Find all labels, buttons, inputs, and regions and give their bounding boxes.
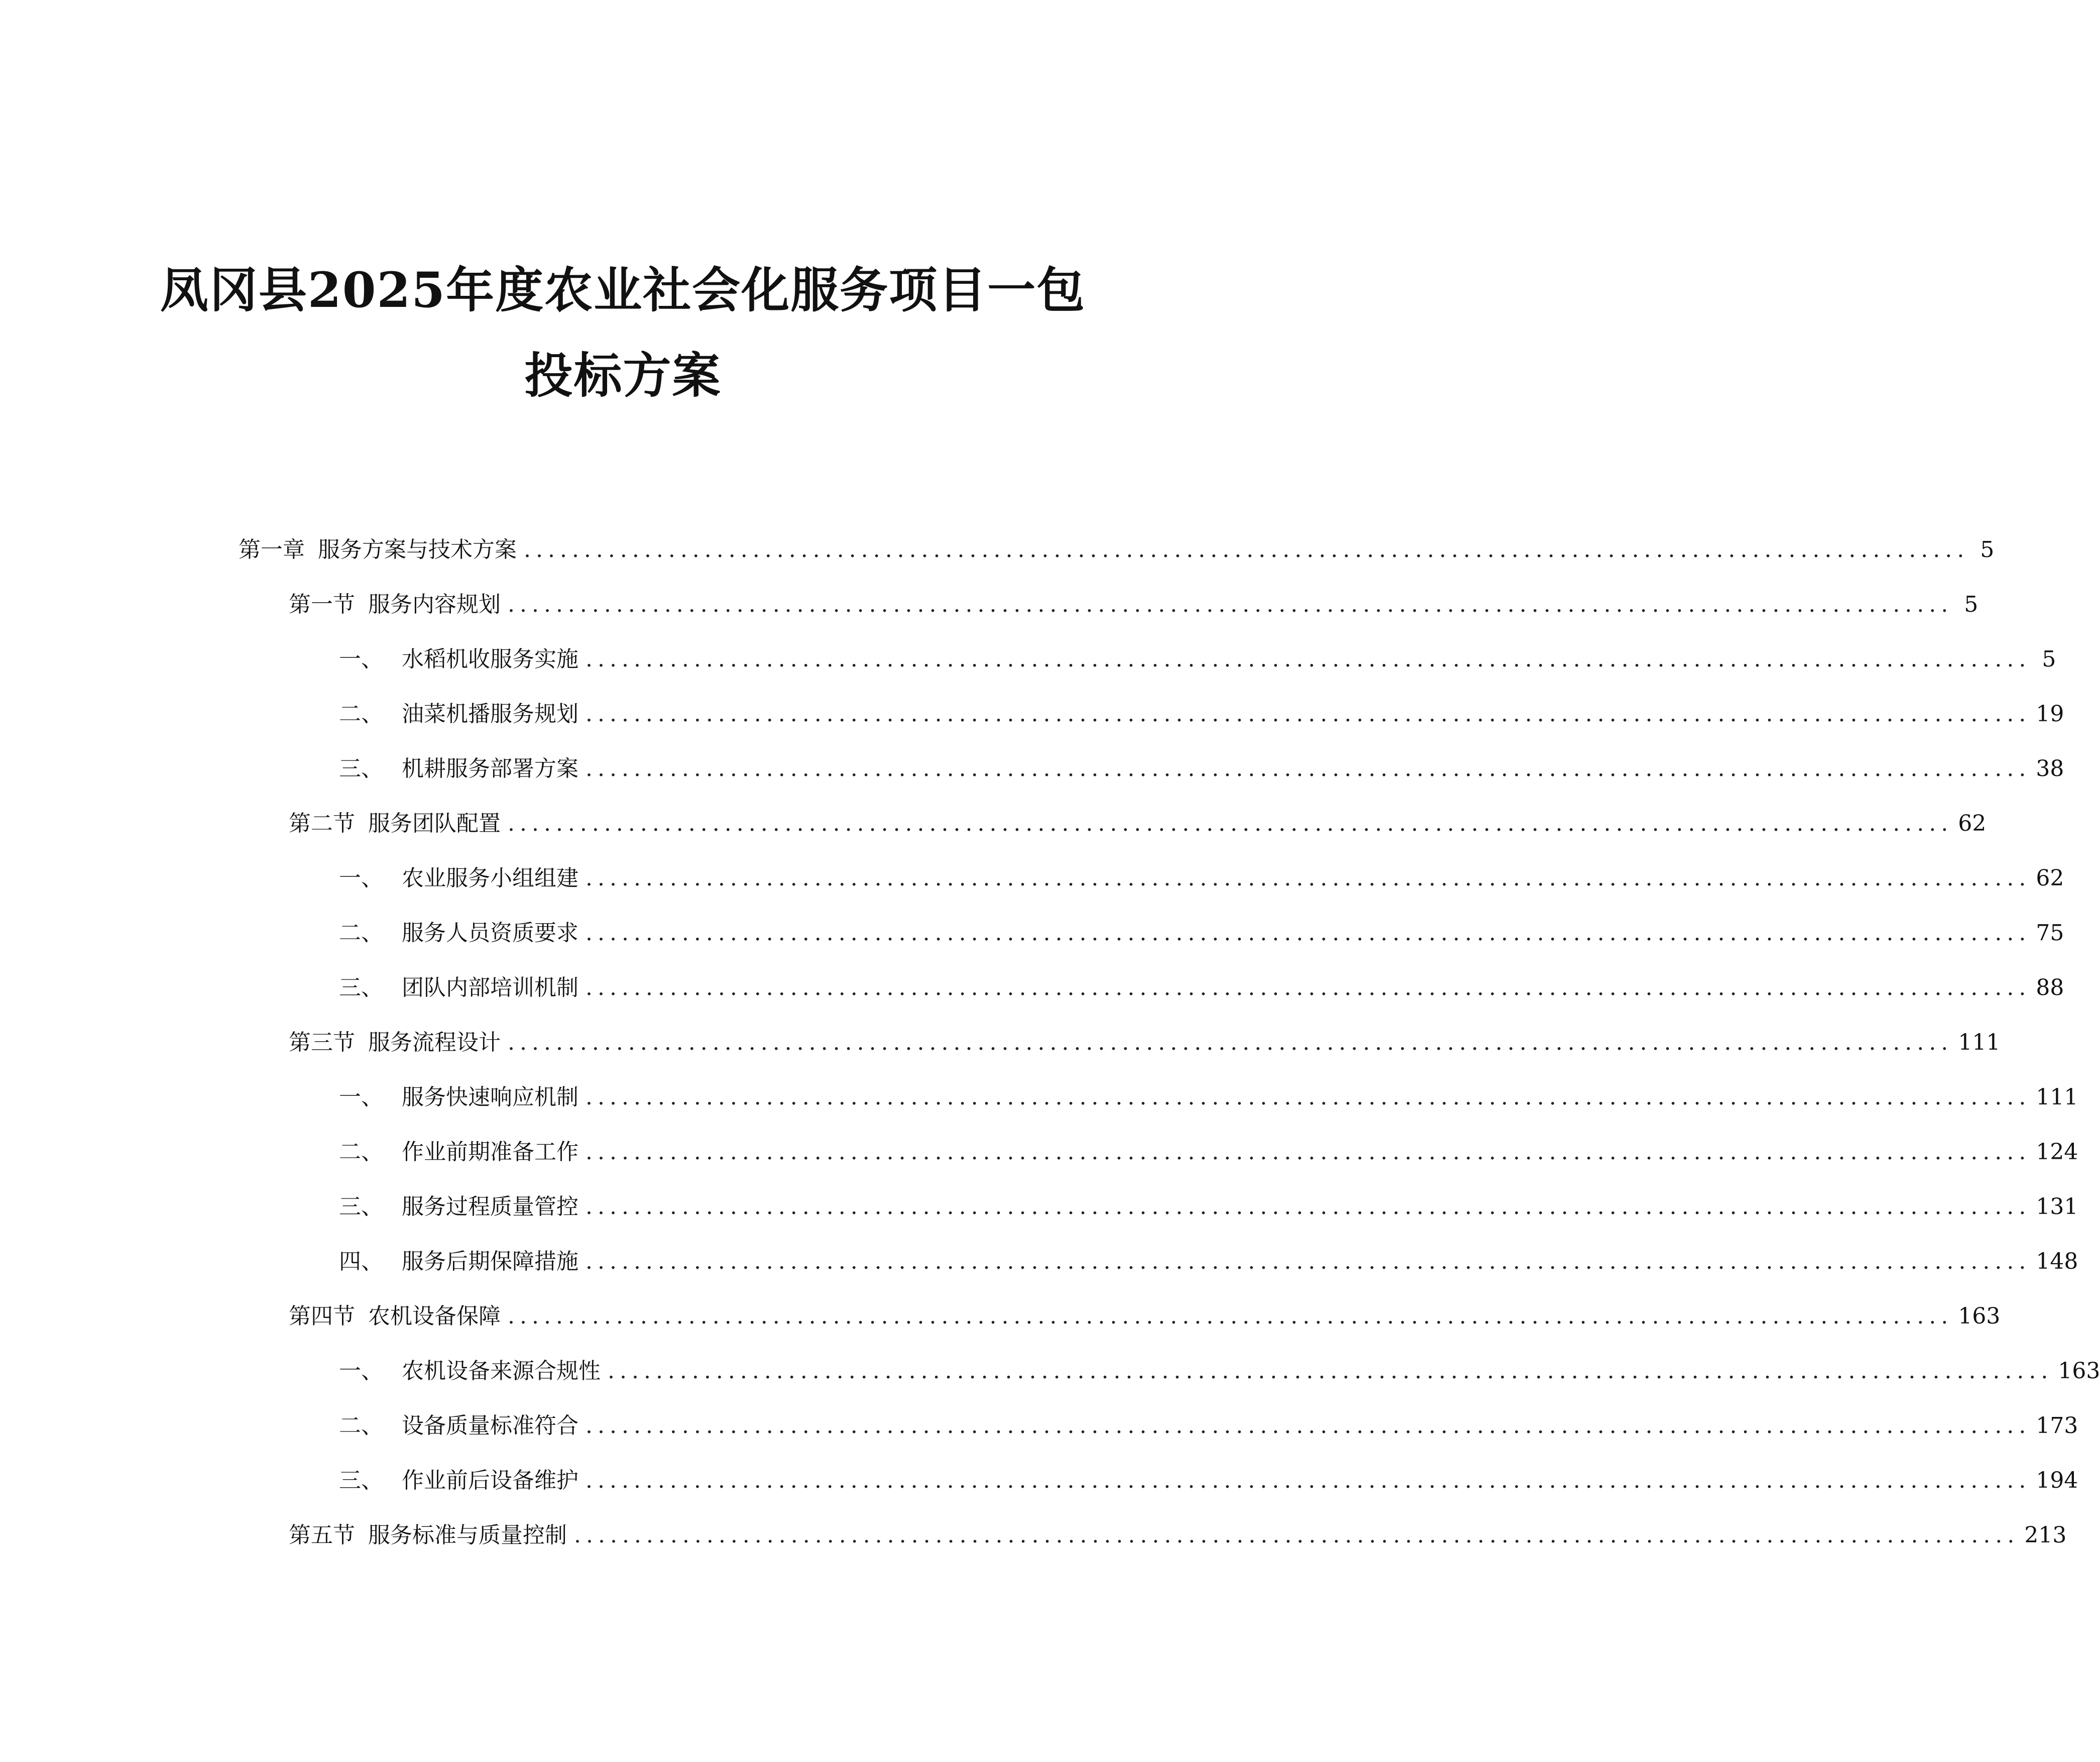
toc-page-number: 38	[2036, 756, 2064, 782]
toc-entry-subsection[interactable]	[339, 751, 2064, 787]
toc-entry-number: 二、	[339, 1139, 383, 1165]
toc-dot-leader: ........................................................................................................................	[586, 1249, 2031, 1274]
toc-dot-leader: ........................................................................................................................	[508, 1030, 1953, 1055]
toc-page-number: 124	[2036, 1139, 2078, 1165]
toc-entry-title: 服务团队配置	[368, 811, 501, 836]
toc-dot-leader: ........................................................................................................................	[586, 1413, 2031, 1439]
toc-dot-leader: ........................................................................................................................	[586, 701, 2031, 727]
toc-entry-number: 一、	[339, 865, 383, 891]
toc-page-number: 173	[2036, 1413, 2078, 1439]
toc-entry-subsection[interactable]	[339, 1080, 2078, 1115]
toc-entry-title: 服务标准与质量控制	[368, 1522, 567, 1548]
toc-entry-number: 第四节	[289, 1303, 355, 1329]
toc-page-number: 194	[2036, 1468, 2078, 1493]
toc-entry-number: 二、	[339, 920, 383, 946]
toc-entry-number: 三、	[339, 975, 383, 1001]
toc-dot-leader: ........................................................................................................................	[586, 1084, 2031, 1110]
toc-dot-leader: ........................................................................................................................	[524, 537, 1969, 563]
toc-page-number: 5	[2042, 646, 2056, 672]
toc-entry-title: 设备质量标准符合	[402, 1413, 578, 1439]
toc-page-number: 131	[2036, 1194, 2078, 1220]
toc-page-number: 148	[2036, 1249, 2078, 1274]
toc-entry-title: 油菜机播服务规划	[402, 701, 578, 727]
toc-dot-leader: ........................................................................................................................	[586, 1194, 2031, 1220]
toc-entry-title: 农机设备来源合规性	[402, 1358, 601, 1384]
toc-entry-number: 二、	[339, 1413, 383, 1439]
toc-entry-title: 水稻机收服务实施	[402, 646, 578, 672]
toc-page-number: 163	[1958, 1303, 2001, 1329]
toc-entry-chapter[interactable]	[239, 532, 1995, 568]
toc-entry-number: 第一章	[239, 537, 305, 563]
toc-entry-title: 服务流程设计	[368, 1030, 501, 1055]
toc-entry-section[interactable]	[289, 1025, 2001, 1060]
title-line-1: 凤冈县2025年度农业社会化服务项目一包	[160, 262, 1086, 318]
toc-entry-number: 四、	[339, 1249, 383, 1274]
toc-page-number: 75	[2036, 920, 2064, 946]
toc-dot-leader: ........................................................................................................................	[586, 865, 2031, 891]
toc-dot-leader: ........................................................................................................................	[586, 756, 2031, 782]
toc-page-number: 19	[2036, 701, 2064, 727]
toc-entry-subsection[interactable]	[339, 916, 2064, 951]
toc-entry-number: 第五节	[289, 1522, 355, 1548]
toc-dot-leader: ........................................................................................................................	[586, 1139, 2031, 1165]
toc-entry-title: 机耕服务部署方案	[402, 756, 578, 782]
toc-dot-leader: ........................................................................................................................	[586, 975, 2031, 1001]
toc-entry-title: 团队内部培训机制	[402, 975, 578, 1001]
toc-entry-number: 第三节	[289, 1030, 355, 1055]
toc-entry-subsection[interactable]	[339, 642, 2056, 677]
title-line-2: 投标方案	[524, 347, 722, 404]
toc-entry-number: 三、	[339, 1194, 383, 1220]
toc-page-number: 5	[1964, 592, 1978, 617]
toc-page-number: 62	[1958, 811, 1987, 836]
toc-dot-leader: ........................................................................................................................	[574, 1522, 2020, 1548]
toc-entry-number: 三、	[339, 756, 383, 782]
toc-entry-number: 二、	[339, 701, 383, 727]
toc-entry-subsection[interactable]	[339, 1354, 2100, 1389]
toc-entry-title: 服务过程质量管控	[402, 1194, 578, 1220]
toc-dot-leader: ........................................................................................................................	[508, 1303, 1953, 1329]
toc-dot-leader: ........................................................................................................................	[508, 592, 1953, 617]
toc-entry-title: 服务后期保障措施	[402, 1249, 578, 1274]
toc-page-number: 111	[1958, 1030, 2001, 1055]
toc-entry-number: 第二节	[289, 811, 355, 836]
toc-entry-subsection[interactable]	[339, 861, 2064, 896]
toc-entry-number: 第一节	[289, 592, 355, 617]
toc-entry-section[interactable]	[289, 587, 1978, 622]
toc-entry-title: 服务快速响应机制	[402, 1084, 578, 1110]
toc-page-number: 88	[2036, 975, 2064, 1001]
toc-entry-title: 作业前期准备工作	[402, 1139, 578, 1165]
toc-page-number: 62	[2036, 865, 2064, 891]
toc-dot-leader: ........................................................................................................................	[586, 646, 2031, 672]
toc-entry-title: 作业前后设备维护	[402, 1468, 578, 1493]
toc-entry-title: 服务方案与技术方案	[318, 537, 517, 563]
toc-entry-subsection[interactable]	[339, 1135, 2078, 1170]
toc-entry-subsection[interactable]	[339, 1244, 2078, 1279]
toc-entry-number: 一、	[339, 1084, 383, 1110]
toc-dot-leader: ........................................................................................................................	[608, 1358, 2053, 1384]
toc-entry-subsection[interactable]	[339, 1408, 2078, 1444]
toc-dot-leader: ........................................................................................................................	[586, 1468, 2031, 1493]
toc-entry-title: 服务人员资质要求	[402, 920, 578, 946]
toc-page-number: 5	[1980, 537, 1995, 563]
toc-entry-section[interactable]	[289, 1518, 2067, 1553]
toc-page-number: 213	[2024, 1522, 2067, 1548]
toc-entry-number: 三、	[339, 1468, 383, 1493]
toc-entry-subsection[interactable]	[339, 697, 2064, 732]
toc-page-number: 111	[2036, 1084, 2078, 1110]
toc-dot-leader: ........................................................................................................................	[508, 811, 1953, 836]
toc-entry-number: 一、	[339, 646, 383, 672]
toc-entry-section[interactable]	[289, 806, 1987, 841]
toc-entry-subsection[interactable]	[339, 1189, 2078, 1225]
toc-entry-subsection[interactable]	[339, 1463, 2078, 1498]
toc-entry-subsection[interactable]	[339, 970, 2064, 1006]
toc-entry-title: 农机设备保障	[368, 1303, 501, 1329]
toc-dot-leader: ........................................................................................................................	[586, 920, 2031, 946]
toc-entry-section[interactable]	[289, 1299, 2001, 1334]
toc-entry-number: 一、	[339, 1358, 383, 1384]
toc-entry-title: 农业服务小组组建	[402, 865, 578, 891]
toc-page-number: 163	[2058, 1358, 2100, 1384]
toc-entry-title: 服务内容规划	[368, 592, 501, 617]
